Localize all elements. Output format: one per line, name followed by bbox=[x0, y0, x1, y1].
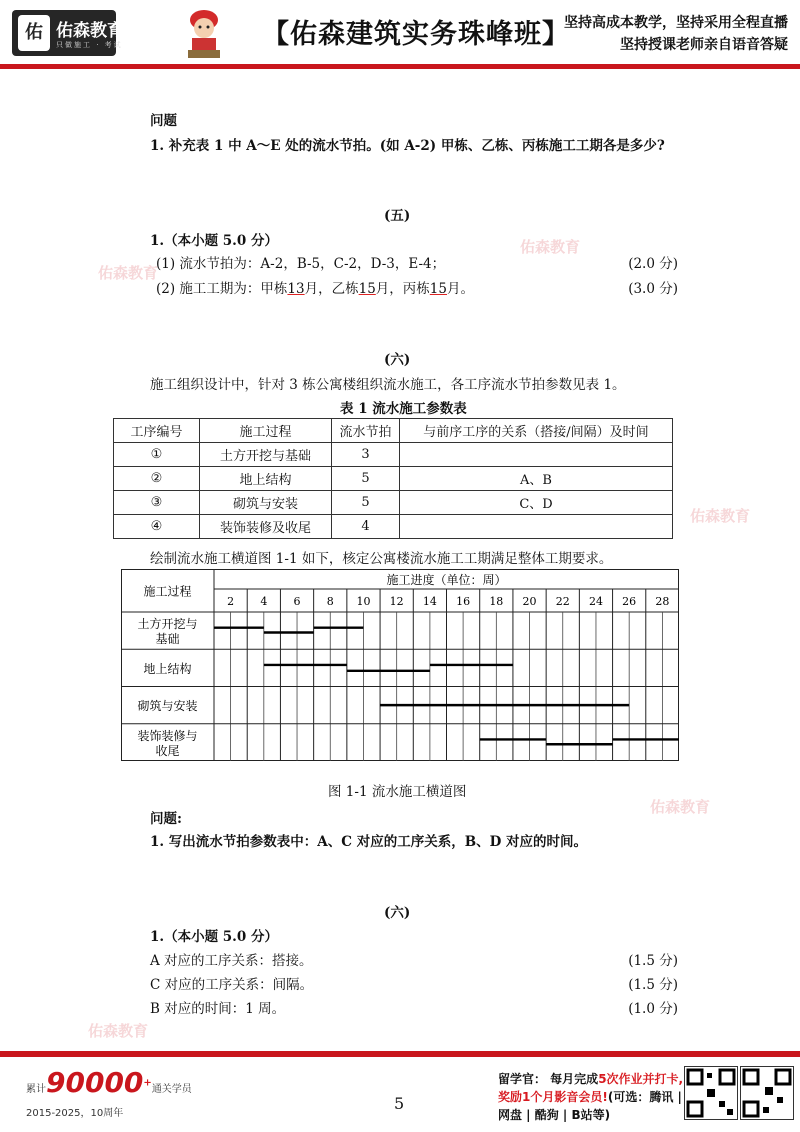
table-row bbox=[114, 467, 673, 491]
footer-divider bbox=[0, 1051, 800, 1057]
gantt-tick-label: 12 bbox=[389, 595, 404, 608]
table-cell: A、B bbox=[400, 467, 673, 491]
watermark: 佑森教育 bbox=[690, 507, 751, 525]
header-slogan-1: 坚持高成本教学，坚持采用全程直播 bbox=[564, 15, 788, 31]
table-cell: 土方开挖与基础 bbox=[200, 443, 332, 467]
gantt-tick-label: 8 bbox=[326, 595, 334, 608]
answer-line-2: C 对应的工序关系：间隔。 bbox=[150, 977, 314, 993]
table-cell bbox=[400, 443, 673, 467]
table-row bbox=[114, 443, 673, 467]
gantt-tick-label: 14 bbox=[422, 595, 437, 608]
question-heading: 问题 bbox=[150, 113, 177, 129]
answer-line-1: A 对应的工序关系：搭接。 bbox=[150, 953, 313, 969]
answer-line-1: (1) 流水节拍为：A-2，B-5，C-2，D-3，E-4； bbox=[156, 256, 446, 272]
table-cell: ② bbox=[114, 467, 200, 491]
period-yi: 15 bbox=[358, 281, 376, 297]
section-number: (五) bbox=[384, 208, 411, 224]
logo-name: 佑森教育 bbox=[56, 21, 124, 41]
gantt-tick-label: 4 bbox=[260, 595, 268, 608]
header-title: 【佑森建筑实务珠峰班】 bbox=[262, 19, 570, 50]
watermark: 佑森教育 bbox=[650, 798, 711, 816]
table-cell: 装饰装修及收尾 bbox=[200, 515, 332, 539]
table-cell: 流水节拍 bbox=[332, 419, 400, 443]
answer-score-2: (1.5 分) bbox=[628, 977, 678, 993]
table-row bbox=[114, 491, 673, 515]
gantt-row-label: 基础 bbox=[155, 632, 180, 647]
gantt-tick-label: 26 bbox=[622, 595, 637, 608]
answer-score-1: (2.0 分) bbox=[628, 256, 678, 272]
watermark: 佑森教育 bbox=[520, 238, 581, 256]
gantt-tick-label: 2 bbox=[227, 595, 235, 608]
answer-score-2: (3.0 分) bbox=[628, 281, 678, 297]
answer-score-3: (1.0 分) bbox=[628, 1001, 678, 1017]
intro-text: 施工组织设计中，针对 3 栋公寓楼组织流水施工，各工序流水节拍参数见表 1。 bbox=[150, 377, 626, 393]
figure-caption: 图 1-1 流水施工横道图 bbox=[328, 784, 467, 800]
qr-code-icon bbox=[684, 1066, 738, 1120]
question-1: 1. 写出流水节拍参数表中：A、C 对应的工序关系，B、D 对应的时间。 bbox=[150, 834, 588, 850]
answer-score-1: (1.5 分) bbox=[628, 953, 678, 969]
answer-line-2: (2) 施工工期为：甲栋13月，乙栋15月，丙栋15月。 bbox=[156, 281, 474, 297]
gantt-tick-label: 18 bbox=[489, 595, 504, 608]
mascot-icon bbox=[182, 6, 226, 60]
table-cell: 与前序工序的关系（搭接/间隔）及时间 bbox=[400, 419, 673, 443]
table-cell: 5 bbox=[332, 491, 400, 515]
table-row bbox=[114, 515, 673, 539]
footer-years: 2015-2025，10周年 bbox=[26, 1108, 124, 1119]
logo-mark: 佑 bbox=[18, 15, 50, 51]
table-cell: 地上结构 bbox=[200, 467, 332, 491]
header-divider bbox=[0, 64, 800, 69]
section-number: (六) bbox=[384, 905, 411, 921]
question-1: 1. 补充表 1 中 A～E 处的流水节拍。(如 A-2) 甲栋、乙栋、丙栋施工工期各是多少? bbox=[150, 138, 665, 154]
period-bing: 15 bbox=[429, 281, 447, 297]
page-header bbox=[0, 0, 800, 64]
question-heading: 问题: bbox=[150, 811, 182, 827]
gantt-tick-label: 6 bbox=[293, 595, 301, 608]
parameter-table bbox=[113, 418, 673, 539]
watermark: 佑森教育 bbox=[88, 1022, 149, 1040]
student-count: 90000 bbox=[46, 1066, 144, 1099]
header-slogan-2: 坚持授课老师亲自语音答疑 bbox=[620, 37, 788, 53]
table-cell: ④ bbox=[114, 515, 200, 539]
table-cell: 4 bbox=[332, 515, 400, 539]
gantt-intro: 绘制流水施工横道图 1-1 如下，核定公寓楼流水施工工期满足整体工期要求。 bbox=[150, 551, 613, 567]
gantt-row-label: 收尾 bbox=[155, 743, 180, 758]
footer-note-3: 网盘 | 酷狗 | B站等) bbox=[498, 1108, 611, 1122]
gantt-tick-label: 10 bbox=[356, 595, 371, 608]
section-number: (六) bbox=[384, 352, 411, 368]
table-cell: 施工过程 bbox=[200, 419, 332, 443]
table-cell: 3 bbox=[332, 443, 400, 467]
table-cell: ③ bbox=[114, 491, 200, 515]
table-cell: 工序编号 bbox=[114, 419, 200, 443]
gantt-axis-title: 施工进度（单位：周） bbox=[386, 573, 507, 587]
footer-note-1: 留学官： 每月完成5次作业并打卡, bbox=[498, 1072, 684, 1086]
gantt-tick-label: 16 bbox=[456, 595, 471, 608]
page-number: 5 bbox=[394, 1094, 405, 1113]
gantt-tick-label: 28 bbox=[655, 595, 670, 608]
qr-code-icon bbox=[740, 1066, 794, 1120]
watermark: 佑森教育 bbox=[98, 264, 159, 282]
period-jia: 13 bbox=[287, 281, 305, 297]
gantt-tick-label: 22 bbox=[555, 595, 570, 608]
gantt-row-label: 砌筑与安装 bbox=[137, 699, 198, 714]
brand-logo bbox=[12, 10, 124, 56]
table-title: 表 1 流水施工参数表 bbox=[340, 401, 467, 417]
table-cell bbox=[400, 515, 673, 539]
gantt-row-label: 装饰装修与 bbox=[137, 728, 198, 743]
table-cell: 5 bbox=[332, 467, 400, 491]
gantt-tick-label: 20 bbox=[522, 595, 537, 608]
answer-heading: 1.（本小题 5.0 分） bbox=[150, 929, 278, 945]
gantt-row-label: 土方开挖与 bbox=[137, 617, 198, 632]
table-cell: ① bbox=[114, 443, 200, 467]
answer-heading: 1.（本小题 5.0 分） bbox=[150, 233, 278, 249]
logo-tagline: 只做施工 · 考试 bbox=[56, 41, 123, 49]
footer-stat: 累计90000+通关学员 bbox=[26, 1066, 192, 1099]
table-header-row bbox=[114, 419, 673, 443]
gantt-tick-label: 24 bbox=[588, 595, 603, 608]
table-cell: 砌筑与安装 bbox=[200, 491, 332, 515]
answer-line-3: B 对应的时间：1 周。 bbox=[150, 1001, 286, 1017]
gantt-chart bbox=[121, 569, 679, 761]
table-cell: C、D bbox=[400, 491, 673, 515]
gantt-corner-label: 施工过程 bbox=[143, 584, 192, 599]
footer-note-2: 奖励1个月影音会员!(可选：腾讯 | bbox=[498, 1090, 682, 1104]
gantt-row-label: 地上结构 bbox=[143, 661, 192, 676]
